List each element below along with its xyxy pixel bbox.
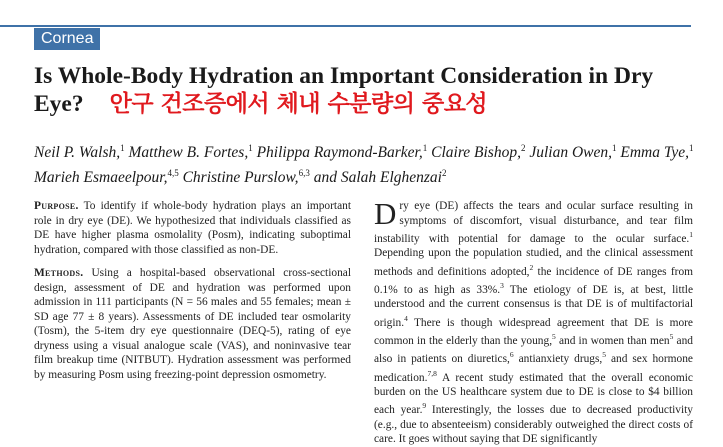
purpose-text: To identify if whole-body hydration plays an important role in dry eye (DE). We hypothesized that individuals classified as DE have higher plasma osmolality (Posm), indicating suboptimal hydration, compared with those classified as non-DE.: [34, 200, 351, 256]
citation-ref: 1: [689, 230, 693, 239]
intro-text: and in women than men: [555, 334, 670, 347]
author-name: Neil P. Walsh,: [34, 144, 121, 162]
abstract-methods: [34, 266, 351, 382]
citation-ref: 6: [509, 350, 514, 360]
author-name: and Salah Elghenzai: [313, 169, 442, 187]
citation-ref: 4: [404, 313, 408, 323]
intro-text: antianxiety drugs,: [513, 353, 603, 366]
intro-text: A recent study estimated that the overall economic burden on the US healthcare system due to DE is close to $4 billion each year.: [374, 371, 693, 417]
author-name: Emma Tye,: [620, 144, 689, 162]
section-tag: Cornea: [34, 28, 100, 50]
intro-text: and also in patients on diuretics,: [374, 334, 693, 366]
author-affiliation: 4,5: [167, 168, 179, 179]
author-affiliation: 1: [688, 143, 694, 153]
abstract: [34, 199, 351, 391]
purpose-heading: Purpose.: [34, 200, 79, 212]
header-rule: [0, 25, 691, 27]
introduction: [374, 196, 694, 447]
intro-text: the incidence of DE ranges from 0.1% to as high as 33%.: [374, 265, 693, 296]
intro-body: [374, 196, 694, 446]
citation-ref: 5: [552, 332, 556, 342]
author-name: Marieh Esmaeelpour,: [34, 169, 168, 187]
citation-ref: 2: [529, 262, 534, 272]
author-affiliation: 1: [248, 143, 253, 153]
methods-heading: Methods.: [34, 267, 84, 279]
author-affiliation: 1: [120, 143, 125, 153]
article-title: [34, 62, 694, 118]
author-affiliation: 2: [520, 143, 526, 153]
citation-ref: 5: [602, 350, 607, 360]
author-affiliation: 6,3: [298, 168, 310, 179]
korean-title-overlay: 안구 건조증에서 체내 수분량의 중요성: [109, 91, 488, 117]
methods-text: Using a hospital-based observational cross-sectional design, assessment of DE and hydration was performed upon admission in 111 participants (N = 56 males and 55 females; mean ± SD age 77 ± 8 years). Assessments of DE included tear osmolarity (Tosm), the 5-item dry eye questionnaire (DEQ-5), rating of eye dryness using a visual analogue scale (VAS), and noninvasive tear film breakup time (NITBUT). Hydration assessment was performed by measuring Posm using freezing-point depression osmometry.: [34, 267, 351, 381]
intro-text: Depending upon the population studied, and the clinical assessment methods and definitions adopted,: [374, 247, 693, 278]
intro-text: The etiology of DE is, at best, little understood and the current consensus is that DE is of multifactorial origin.: [374, 283, 694, 329]
author-name: Julian Owen,: [529, 144, 613, 162]
drop-cap: D: [374, 196, 397, 231]
intro-text: Interestingly, the losses due to decreased productivity (e.g., due to absenteeism) considerably outweighed the direct costs of care. It goes without saying that DE significantly: [374, 404, 694, 446]
article-title-text: Is Whole-Body Hydration an Important Consideration in Dry Eye?: [34, 63, 654, 117]
author-name: Philippa Raymond-Barker,: [256, 144, 423, 162]
citation-ref: 5: [669, 332, 674, 342]
intro-text: and sex hormone medication.: [374, 353, 693, 384]
citation-ref: 9: [422, 401, 427, 411]
author-name: Claire Bishop,: [431, 144, 521, 162]
author-name: Christine Purslow,: [182, 169, 299, 187]
citation-ref: 3: [500, 281, 504, 291]
intro-text: ry eye (DE) affects the tears and ocular surface resulting in symptoms of discomfort, visual disturbance, and tear film instability with potential for damage to the ocular surface.: [374, 200, 693, 245]
author-list: [34, 138, 694, 188]
author-affiliation: 1: [612, 143, 617, 153]
citation-ref: 7,8: [427, 368, 437, 378]
author-name: Matthew B. Fortes,: [128, 144, 249, 162]
intro-text: There is though widespread agreement that DE is more common in the elderly than the young,: [374, 316, 693, 347]
author-affiliation: 2: [442, 168, 447, 179]
abstract-purpose: [34, 199, 351, 257]
author-affiliation: 1: [422, 143, 428, 153]
